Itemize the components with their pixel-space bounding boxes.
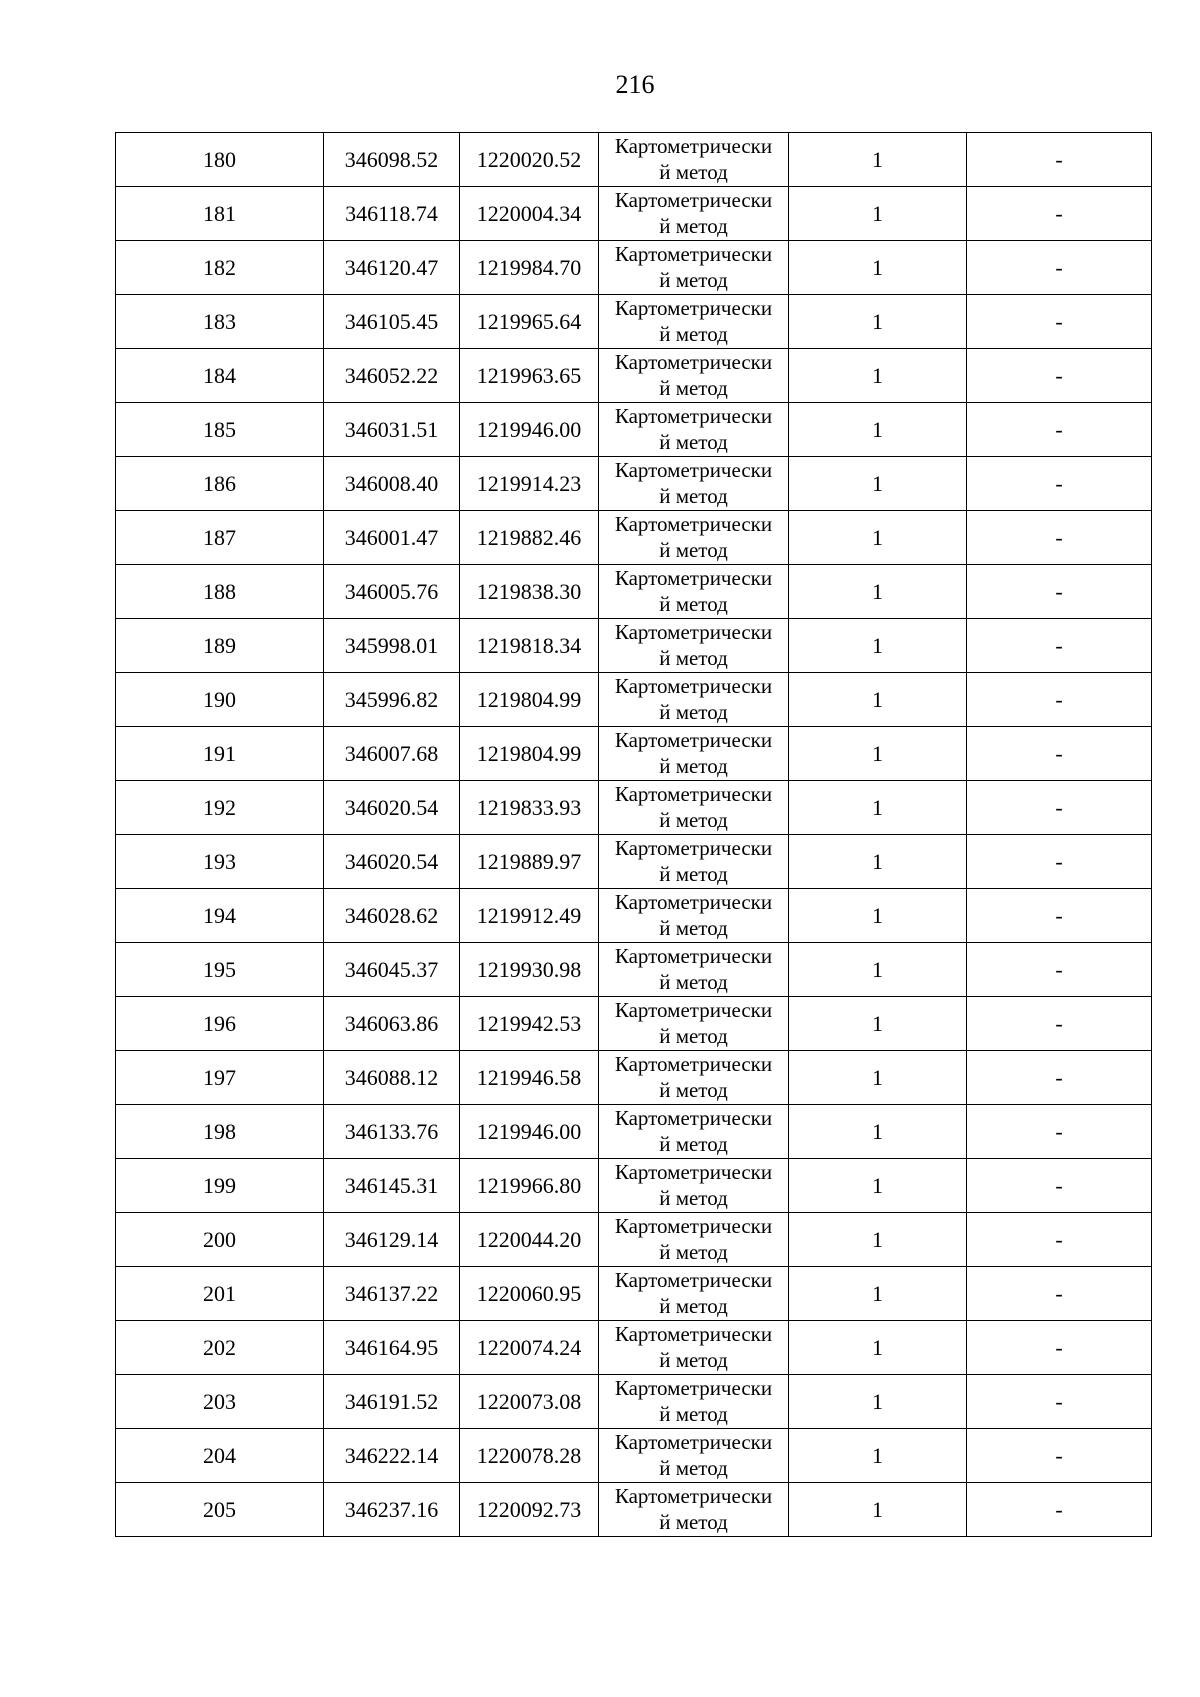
table-row: [116, 727, 1152, 781]
method-text-line-1: Картометрически: [614, 1376, 773, 1400]
y-coordinate-cell: 1219966.80: [460, 1159, 599, 1213]
x-coordinate-cell: 346005.76: [324, 565, 460, 619]
y-coordinate-cell: 1219946.00: [460, 1105, 599, 1159]
point-number-cell: 198: [116, 1105, 324, 1159]
accuracy-cell: 1: [789, 1375, 967, 1429]
y-coordinate-cell: 1220078.28: [460, 1429, 599, 1483]
method-cell: [599, 511, 789, 565]
x-coordinate-cell: 345998.01: [324, 619, 460, 673]
accuracy-cell: 1: [789, 1213, 967, 1267]
point-number-cell: 202: [116, 1321, 324, 1375]
method-text-line-2: й метод: [659, 592, 728, 616]
method-text-line-2: й метод: [659, 484, 728, 508]
method-cell: [599, 403, 789, 457]
note-cell: -: [967, 403, 1152, 457]
y-coordinate-cell: 1220044.20: [460, 1213, 599, 1267]
method-cell: [599, 1321, 789, 1375]
accuracy-cell: 1: [789, 403, 967, 457]
accuracy-cell: 1: [789, 1321, 967, 1375]
y-coordinate-cell: 1220020.52: [460, 133, 599, 187]
point-number-cell: 201: [116, 1267, 324, 1321]
point-number-cell: 186: [116, 457, 324, 511]
method-text-line-1: Картометрически: [614, 1484, 773, 1508]
table-row: [116, 349, 1152, 403]
table-row: [116, 619, 1152, 673]
method-cell: [599, 1429, 789, 1483]
note-cell: -: [967, 943, 1152, 997]
table-row: [116, 1213, 1152, 1267]
method-text-line-1: Картометрически: [614, 188, 773, 212]
x-coordinate-cell: 346098.52: [324, 133, 460, 187]
x-coordinate-cell: 346063.86: [324, 997, 460, 1051]
y-coordinate-cell: 1219914.23: [460, 457, 599, 511]
point-number-cell: 189: [116, 619, 324, 673]
method-cell: [599, 997, 789, 1051]
method-cell: [599, 1051, 789, 1105]
x-coordinate-cell: 346020.54: [324, 781, 460, 835]
method-text-line-1: Картометрически: [614, 1106, 773, 1130]
method-text-line-1: Картометрически: [614, 1214, 773, 1238]
note-cell: -: [967, 241, 1152, 295]
x-coordinate-cell: 346052.22: [324, 349, 460, 403]
accuracy-cell: 1: [789, 673, 967, 727]
accuracy-cell: 1: [789, 997, 967, 1051]
table-row: [116, 1159, 1152, 1213]
method-text-line-1: Картометрически: [614, 1322, 773, 1346]
coordinates-table-body: [116, 133, 1152, 1537]
accuracy-cell: 1: [789, 511, 967, 565]
method-text-line-1: Картометрически: [614, 1430, 773, 1454]
y-coordinate-cell: 1219833.93: [460, 781, 599, 835]
y-coordinate-cell: 1219889.97: [460, 835, 599, 889]
method-text-line-2: й метод: [659, 1078, 728, 1102]
method-text-line-2: й метод: [659, 1402, 728, 1426]
method-text-line-1: Картометрически: [614, 404, 773, 428]
note-cell: -: [967, 295, 1152, 349]
note-cell: -: [967, 997, 1152, 1051]
method-text-line-2: й метод: [659, 538, 728, 562]
coordinates-table: [115, 132, 1152, 1537]
y-coordinate-cell: 1219942.53: [460, 997, 599, 1051]
point-number-cell: 181: [116, 187, 324, 241]
point-number-cell: 194: [116, 889, 324, 943]
x-coordinate-cell: 345996.82: [324, 673, 460, 727]
accuracy-cell: 1: [789, 727, 967, 781]
x-coordinate-cell: 346088.12: [324, 1051, 460, 1105]
method-text-line-2: й метод: [659, 1240, 728, 1264]
x-coordinate-cell: 346020.54: [324, 835, 460, 889]
x-coordinate-cell: 346164.95: [324, 1321, 460, 1375]
accuracy-cell: 1: [789, 349, 967, 403]
accuracy-cell: 1: [789, 1429, 967, 1483]
method-text-line-2: й метод: [659, 160, 728, 184]
method-cell: [599, 943, 789, 997]
table-row: [116, 835, 1152, 889]
x-coordinate-cell: 346105.45: [324, 295, 460, 349]
method-text-line-1: Картометрически: [614, 836, 773, 860]
method-text-line-1: Картометрически: [614, 998, 773, 1022]
accuracy-cell: 1: [789, 1483, 967, 1537]
note-cell: -: [967, 187, 1152, 241]
method-cell: [599, 565, 789, 619]
table-row: [116, 1375, 1152, 1429]
y-coordinate-cell: 1219965.64: [460, 295, 599, 349]
x-coordinate-cell: 346137.22: [324, 1267, 460, 1321]
table-row: [116, 997, 1152, 1051]
table-row: [116, 457, 1152, 511]
point-number-cell: 192: [116, 781, 324, 835]
accuracy-cell: 1: [789, 1159, 967, 1213]
method-text-line-1: Картометрически: [614, 458, 773, 482]
method-cell: [599, 1213, 789, 1267]
table-row: [116, 403, 1152, 457]
y-coordinate-cell: 1219838.30: [460, 565, 599, 619]
method-text-line-1: Картометрически: [614, 944, 773, 968]
method-text-line-2: й метод: [659, 808, 728, 832]
method-cell: [599, 727, 789, 781]
table-row: [116, 1051, 1152, 1105]
accuracy-cell: 1: [789, 889, 967, 943]
note-cell: -: [967, 727, 1152, 781]
method-text-line-2: й метод: [659, 430, 728, 454]
table-row: [116, 1429, 1152, 1483]
method-text-line-1: Картометрически: [614, 566, 773, 590]
y-coordinate-cell: 1220092.73: [460, 1483, 599, 1537]
method-cell: [599, 1375, 789, 1429]
y-coordinate-cell: 1219912.49: [460, 889, 599, 943]
point-number-cell: 200: [116, 1213, 324, 1267]
method-text-line-2: й метод: [659, 1348, 728, 1372]
method-text-line-1: Картометрически: [614, 782, 773, 806]
accuracy-cell: 1: [789, 781, 967, 835]
method-text-line-1: Картометрически: [614, 674, 773, 698]
table-row: [116, 1267, 1152, 1321]
method-text-line-2: й метод: [659, 1186, 728, 1210]
point-number-cell: 191: [116, 727, 324, 781]
method-text-line-2: й метод: [659, 970, 728, 994]
y-coordinate-cell: 1219984.70: [460, 241, 599, 295]
method-cell: [599, 457, 789, 511]
method-text-line-2: й метод: [659, 646, 728, 670]
note-cell: -: [967, 1267, 1152, 1321]
method-text-line-1: Картометрически: [614, 296, 773, 320]
method-text-line-1: Картометрически: [614, 728, 773, 752]
method-text-line-1: Картометрически: [614, 512, 773, 536]
method-text-line-2: й метод: [659, 862, 728, 886]
accuracy-cell: 1: [789, 835, 967, 889]
note-cell: -: [967, 889, 1152, 943]
point-number-cell: 204: [116, 1429, 324, 1483]
point-number-cell: 205: [116, 1483, 324, 1537]
y-coordinate-cell: 1219818.34: [460, 619, 599, 673]
point-number-cell: 180: [116, 133, 324, 187]
method-cell: [599, 1267, 789, 1321]
note-cell: -: [967, 1375, 1152, 1429]
x-coordinate-cell: 346028.62: [324, 889, 460, 943]
note-cell: -: [967, 565, 1152, 619]
method-cell: [599, 835, 789, 889]
point-number-cell: 187: [116, 511, 324, 565]
point-number-cell: 190: [116, 673, 324, 727]
table-row: [116, 511, 1152, 565]
point-number-cell: 196: [116, 997, 324, 1051]
method-cell: [599, 1105, 789, 1159]
note-cell: -: [967, 781, 1152, 835]
table-row: [116, 1483, 1152, 1537]
method-text-line-2: й метод: [659, 214, 728, 238]
method-cell: [599, 349, 789, 403]
note-cell: -: [967, 619, 1152, 673]
x-coordinate-cell: 346007.68: [324, 727, 460, 781]
note-cell: -: [967, 1159, 1152, 1213]
note-cell: -: [967, 1213, 1152, 1267]
point-number-cell: 203: [116, 1375, 324, 1429]
method-text-line-1: Картометрически: [614, 1160, 773, 1184]
accuracy-cell: 1: [789, 565, 967, 619]
note-cell: -: [967, 1429, 1152, 1483]
y-coordinate-cell: 1220073.08: [460, 1375, 599, 1429]
x-coordinate-cell: 346031.51: [324, 403, 460, 457]
method-cell: [599, 619, 789, 673]
method-text-line-2: й метод: [659, 700, 728, 724]
note-cell: -: [967, 457, 1152, 511]
method-cell: [599, 1483, 789, 1537]
table-row: [116, 133, 1152, 187]
table-row: [116, 673, 1152, 727]
table-row: [116, 889, 1152, 943]
table-row: [116, 1105, 1152, 1159]
accuracy-cell: 1: [789, 133, 967, 187]
method-cell: [599, 781, 789, 835]
y-coordinate-cell: 1220074.24: [460, 1321, 599, 1375]
point-number-cell: 188: [116, 565, 324, 619]
x-coordinate-cell: 346222.14: [324, 1429, 460, 1483]
x-coordinate-cell: 346001.47: [324, 511, 460, 565]
x-coordinate-cell: 346145.31: [324, 1159, 460, 1213]
y-coordinate-cell: 1219946.00: [460, 403, 599, 457]
x-coordinate-cell: 346237.16: [324, 1483, 460, 1537]
method-text-line-2: й метод: [659, 1456, 728, 1480]
method-cell: [599, 241, 789, 295]
table-row: [116, 241, 1152, 295]
accuracy-cell: 1: [789, 457, 967, 511]
y-coordinate-cell: 1219946.58: [460, 1051, 599, 1105]
point-number-cell: 197: [116, 1051, 324, 1105]
method-cell: [599, 673, 789, 727]
x-coordinate-cell: 346191.52: [324, 1375, 460, 1429]
method-text-line-2: й метод: [659, 916, 728, 940]
method-text-line-2: й метод: [659, 754, 728, 778]
note-cell: -: [967, 511, 1152, 565]
note-cell: -: [967, 1321, 1152, 1375]
x-coordinate-cell: 346118.74: [324, 187, 460, 241]
table-row: [116, 1321, 1152, 1375]
accuracy-cell: 1: [789, 1105, 967, 1159]
note-cell: -: [967, 1051, 1152, 1105]
point-number-cell: 183: [116, 295, 324, 349]
y-coordinate-cell: 1220004.34: [460, 187, 599, 241]
accuracy-cell: 1: [789, 241, 967, 295]
method-cell: [599, 187, 789, 241]
method-text-line-2: й метод: [659, 1024, 728, 1048]
method-text-line-1: Картометрически: [614, 242, 773, 266]
method-text-line-2: й метод: [659, 268, 728, 292]
point-number-cell: 195: [116, 943, 324, 997]
method-text-line-2: й метод: [659, 376, 728, 400]
y-coordinate-cell: 1219804.99: [460, 673, 599, 727]
table-row: [116, 565, 1152, 619]
method-cell: [599, 295, 789, 349]
note-cell: -: [967, 835, 1152, 889]
point-number-cell: 185: [116, 403, 324, 457]
method-cell: [599, 1159, 789, 1213]
table-row: [116, 187, 1152, 241]
point-number-cell: 199: [116, 1159, 324, 1213]
method-text-line-1: Картометрически: [614, 890, 773, 914]
y-coordinate-cell: 1219963.65: [460, 349, 599, 403]
method-text-line-1: Картометрически: [614, 350, 773, 374]
method-text-line-2: й метод: [659, 1294, 728, 1318]
point-number-cell: 193: [116, 835, 324, 889]
table-row: [116, 781, 1152, 835]
point-number-cell: 182: [116, 241, 324, 295]
method-cell: [599, 889, 789, 943]
method-text-line-2: й метод: [659, 322, 728, 346]
method-cell: [599, 133, 789, 187]
y-coordinate-cell: 1219930.98: [460, 943, 599, 997]
method-text-line-2: й метод: [659, 1132, 728, 1156]
note-cell: -: [967, 133, 1152, 187]
table-row: [116, 943, 1152, 997]
note-cell: -: [967, 1105, 1152, 1159]
table-row: [116, 295, 1152, 349]
note-cell: -: [967, 1483, 1152, 1537]
page-number: 216: [615, 70, 655, 99]
note-cell: -: [967, 349, 1152, 403]
y-coordinate-cell: 1220060.95: [460, 1267, 599, 1321]
method-text-line-1: Картометрически: [614, 134, 773, 158]
accuracy-cell: 1: [789, 1051, 967, 1105]
method-text-line-2: й метод: [659, 1510, 728, 1534]
accuracy-cell: 1: [789, 295, 967, 349]
accuracy-cell: 1: [789, 1267, 967, 1321]
y-coordinate-cell: 1219804.99: [460, 727, 599, 781]
x-coordinate-cell: 346133.76: [324, 1105, 460, 1159]
point-number-cell: 184: [116, 349, 324, 403]
accuracy-cell: 1: [789, 943, 967, 997]
accuracy-cell: 1: [789, 187, 967, 241]
x-coordinate-cell: 346008.40: [324, 457, 460, 511]
x-coordinate-cell: 346120.47: [324, 241, 460, 295]
method-text-line-1: Картометрически: [614, 1268, 773, 1292]
method-text-line-1: Картометрически: [614, 620, 773, 644]
x-coordinate-cell: 346129.14: [324, 1213, 460, 1267]
note-cell: -: [967, 673, 1152, 727]
accuracy-cell: 1: [789, 619, 967, 673]
method-text-line-1: Картометрически: [614, 1052, 773, 1076]
x-coordinate-cell: 346045.37: [324, 943, 460, 997]
y-coordinate-cell: 1219882.46: [460, 511, 599, 565]
